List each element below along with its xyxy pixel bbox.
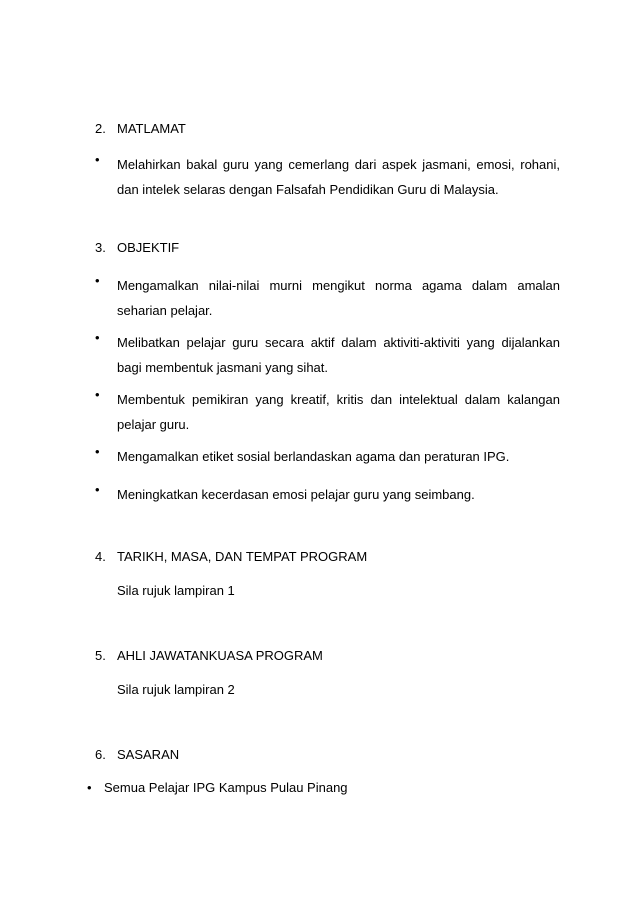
section-number: 5. [95, 648, 106, 663]
bullet-icon: • [95, 444, 100, 459]
bullet-icon: • [95, 152, 100, 167]
bullet-text: Melahirkan bakal guru yang cemerlang dari aspek jasmani, emosi, rohani, dan intelek selaras dengan Falsafah Pendidikan Guru di Malaysia. [117, 157, 560, 197]
list-item [95, 273, 560, 323]
list-item [95, 387, 560, 437]
section-heading-objektif [95, 240, 179, 255]
section-heading-ahli [95, 648, 323, 663]
section-number: 2. [95, 121, 106, 136]
bullet-text: Melibatkan pelajar guru secara aktif dalam aktiviti-aktiviti yang dijalankan bagi membentuk jasmani yang sihat. [117, 335, 560, 375]
section-title: MATLAMAT [117, 121, 186, 136]
list-item [95, 330, 560, 380]
section-heading-sasaran [95, 747, 179, 762]
section-title: OBJEKTIF [117, 240, 180, 255]
section-heading-tarikh [95, 549, 367, 564]
section-title: SASARAN [117, 747, 180, 762]
section-note: Sila rujuk lampiran 2 [117, 682, 235, 697]
list-item [95, 152, 560, 202]
list-item [95, 482, 560, 507]
bullet-icon: • [95, 273, 100, 288]
bullet-icon: • [95, 330, 100, 345]
bullet-text: Mengamalkan etiket sosial berlandaskan agama dan peraturan IPG. [117, 449, 510, 464]
bullet-icon: • [95, 387, 100, 402]
list-item [95, 444, 560, 469]
bullet-text: Semua Pelajar IPG Kampus Pulau Pinang [104, 780, 348, 795]
section-note: Sila rujuk lampiran 1 [117, 583, 235, 598]
list-item [87, 780, 348, 795]
section-number: 6. [95, 747, 106, 762]
bullet-text: Meningkatkan kecerdasan emosi pelajar guru yang seimbang. [117, 487, 475, 502]
section-title: AHLI JAWATANKUASA PROGRAM [117, 648, 323, 663]
bullet-text: Mengamalkan nilai-nilai murni mengikut norma agama dalam amalan seharian pelajar. [117, 278, 560, 318]
section-title: TARIKH, MASA, DAN TEMPAT PROGRAM [117, 549, 368, 564]
bullet-icon: • [87, 780, 92, 795]
bullet-icon: • [95, 482, 100, 497]
section-number: 4. [95, 549, 106, 564]
bullet-text: Membentuk pemikiran yang kreatif, kritis dan intelektual dalam kalangan pelajar guru. [117, 392, 560, 432]
section-number: 3. [95, 240, 106, 255]
section-heading-matlamat [95, 121, 186, 136]
